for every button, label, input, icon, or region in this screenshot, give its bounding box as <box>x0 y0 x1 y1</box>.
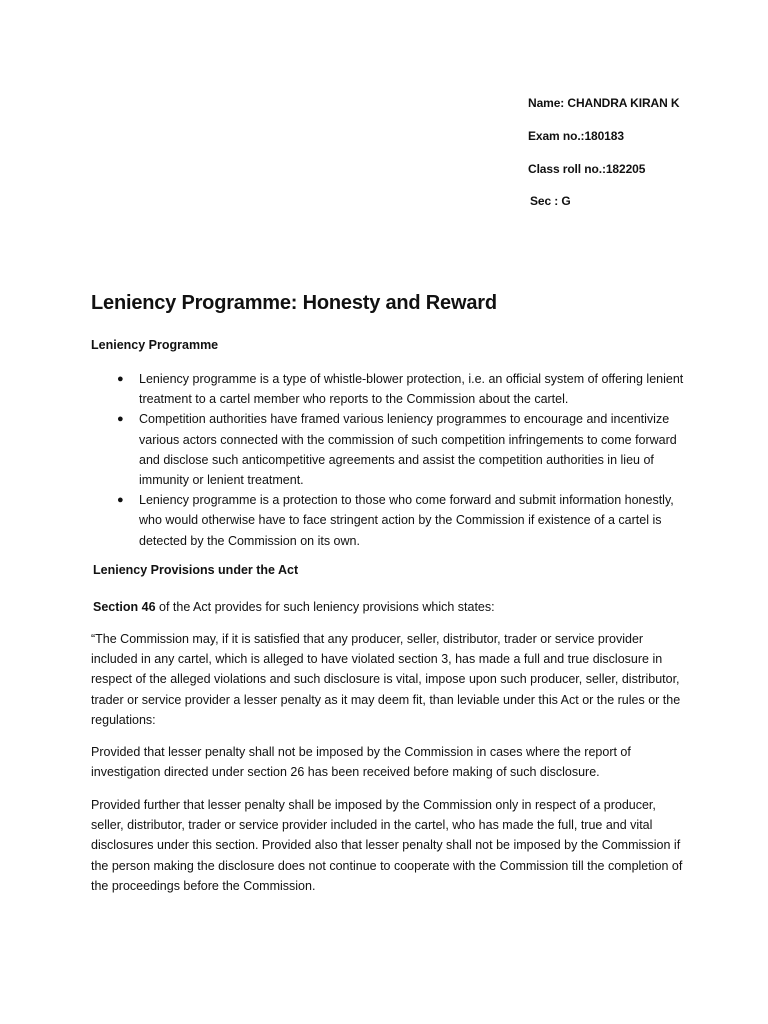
section-46-label: Section 46 <box>93 600 156 614</box>
list-item: ● Leniency programme is a type of whistle-blower protection, i.e. an official system of offering lenient treatment to a cartel member who reports to the Commission about the cartel. <box>91 369 691 409</box>
bullet-icon: ● <box>117 413 124 426</box>
list-item: ● Leniency programme is a protection to those who come forward and submit information honestly, who would otherwise have to face stringent action by the Commission if existence of a cartel is detected by the Commission on its own. <box>91 490 691 551</box>
first-proviso: Provided that lesser penalty shall not be imposed by the Commission in cases where the report of investigation directed under section 26 has been received before making of such disclosure. <box>91 745 631 780</box>
section-label: Sec : G <box>530 194 571 208</box>
bullet-icon: ● <box>117 373 124 385</box>
exam-number: Exam no.:180183 <box>528 129 624 143</box>
list-item: ● Competition authorities have framed various leniency programmes to encourage and incentivize various actors connected with the commission of such competition infringements to come forward and disclose such anticompetitive agreements and assist the competition authorities in lieu of immunity or lenient treatment. <box>91 409 691 490</box>
document-title: Leniency Programme: Honesty and Reward <box>91 292 497 314</box>
student-name: Name: CHANDRA KIRAN K <box>528 96 680 110</box>
bullet-icon: ● <box>117 494 124 507</box>
leniency-provisions-heading: Leniency Provisions under the Act <box>93 563 299 577</box>
section-46-intro: Section 46 of the Act provides for such leniency provisions which states: <box>93 600 495 614</box>
further-proviso: Provided further that lesser penalty shall be imposed by the Commission only in respect of a producer, seller, distributor, trader or service provider included in the cartel, who has made the full, true and vital disclosures under this section. Provided also that lesser penalty shall not be imposed by the Commission if the person making the disclosure does not continue to cooperate with the Commission till the completion of the proceedings before the Commission. <box>91 798 683 893</box>
section-46-quote: “The Commission may, if it is satisfied that any producer, seller, distributor, trader or service provider included in any cartel, which is alleged to have violated section 3, has made a full and true disclosure in respect of the alleged violations and such disclosure is vital, impose upon such producer, seller, distributor, trader or service provider a lesser penalty as it may deem fit, than leviable under this Act or the rules or the regulations: <box>91 632 681 727</box>
leniency-programme-heading: Leniency Programme <box>91 338 219 352</box>
class-roll-number: Class roll no.:182205 <box>528 162 646 176</box>
leniency-bullet-list <box>91 369 691 551</box>
